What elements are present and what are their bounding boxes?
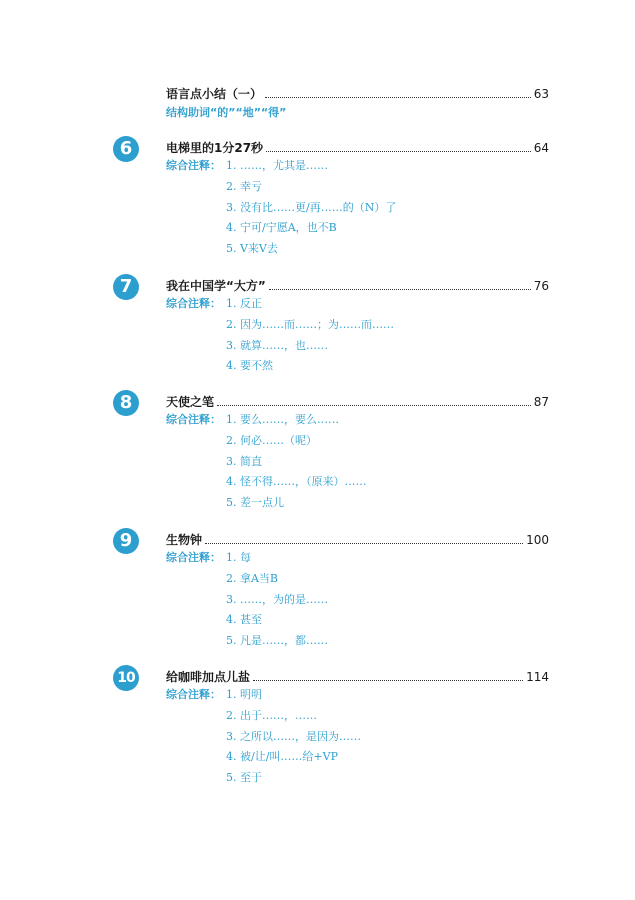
summary-subtitle: 结构助词“的”“地”“得”: [166, 106, 287, 119]
lesson-number-badge: 9: [113, 528, 139, 554]
notes-label: 综合注释：: [166, 688, 221, 701]
lesson-number-badge: 10: [113, 665, 139, 691]
note-item: 5. 凡是……，都……: [226, 634, 328, 648]
lesson-number-badge: 8: [113, 390, 139, 416]
note-item: 2. 出于……，……: [226, 708, 317, 722]
lesson-title: 给咖啡加点儿盐: [166, 670, 251, 684]
note-item: 4. 要不然: [226, 359, 273, 373]
note-item: 2. 因为……而……；为……而……: [226, 317, 394, 331]
notes-label: 综合注释：: [166, 159, 221, 172]
toc-title-row[interactable]: [166, 532, 549, 548]
dot-leader: [205, 543, 523, 544]
page-number: 64: [533, 141, 549, 155]
lesson-number-badge: 7: [113, 274, 139, 300]
note-item: 1. ……，尤其是……: [226, 159, 328, 172]
toc-title-row[interactable]: [166, 278, 549, 294]
lesson-title: 生物钟: [166, 533, 203, 547]
dot-leader: [266, 151, 531, 152]
note-item: 3. 没有比……更/再……的（N）了: [226, 200, 397, 214]
notes-label: 综合注释：: [166, 297, 221, 310]
note-item: 3. 简直: [226, 454, 262, 468]
note-item: 5. 差一点儿: [226, 496, 284, 510]
toc-title-row[interactable]: [166, 394, 549, 410]
dot-leader: [253, 680, 523, 681]
note-item: 1. 要么……，要么……: [226, 413, 339, 426]
note-item: 2. 何必……（呢）: [226, 433, 317, 447]
lesson-title: 语言点小结（一）: [166, 87, 263, 101]
lesson-title: 我在中国学“大方”: [166, 279, 266, 293]
page-number: 63: [533, 87, 549, 101]
page-number: 100: [526, 533, 549, 547]
note-item: 3. ……，为的是……: [226, 592, 328, 606]
note-item: 3. 之所以……，是因为……: [226, 729, 361, 743]
note-item: 1. 明明: [226, 688, 262, 701]
dot-leader: [269, 289, 531, 290]
note-item: 1. 反正: [226, 297, 262, 310]
lesson-number-badge: 6: [113, 136, 139, 162]
notes-label: 综合注释：: [166, 413, 221, 426]
note-item: 4. 甚至: [226, 613, 262, 627]
note-item: 3. 就算……，也……: [226, 338, 328, 352]
toc-title-row[interactable]: [166, 669, 549, 685]
toc-title-row[interactable]: [166, 86, 549, 102]
page-number: 76: [533, 279, 549, 293]
note-item: 5. 至于: [226, 771, 262, 785]
dot-leader: [217, 405, 531, 406]
page-number: 87: [533, 395, 549, 409]
note-item: 4. 怪不得……，（原来）……: [226, 475, 367, 489]
dot-leader: [265, 97, 531, 98]
lesson-title: 电梯里的1分27秒: [166, 141, 264, 155]
note-item: 4. 被/让/叫……给+VP: [226, 750, 338, 764]
toc-title-row[interactable]: [166, 140, 549, 156]
note-item: 5. V来V去: [226, 242, 278, 256]
notes-label: 综合注释：: [166, 551, 221, 564]
note-item: 4. 宁可/宁愿A，也不B: [226, 221, 337, 235]
note-item: 2. 拿A当B: [226, 571, 279, 585]
note-item: 1. 每: [226, 551, 251, 564]
page-number: 114: [526, 670, 549, 684]
lesson-title: 天使之笔: [166, 395, 215, 409]
note-item: 2. 幸亏: [226, 179, 262, 193]
